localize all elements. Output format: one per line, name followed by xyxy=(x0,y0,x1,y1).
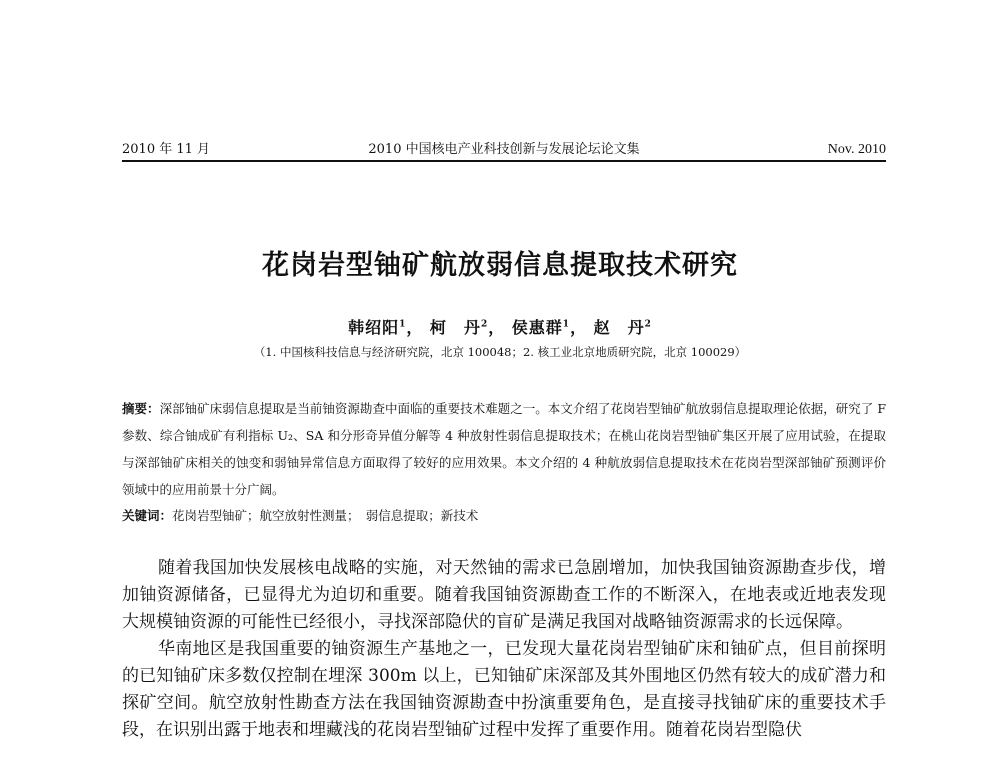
paper-title: 花岗岩型铀矿航放弱信息提取技术研究 xyxy=(262,250,738,281)
keywords-label: 关键词： xyxy=(122,508,173,523)
header-date-english: Nov. 2010 xyxy=(827,142,886,157)
author-affiliation-mark: 1 xyxy=(399,319,407,330)
author-name: 柯 丹 xyxy=(429,318,481,337)
author-name: 韩绍阳 xyxy=(348,318,400,337)
abstract-label: 摘要： xyxy=(122,401,160,416)
body-paragraph: 华南地区是我国重要的铀资源生产基地之一，已发现大量花岗岩型铀矿床和铀矿点，但目前探明的已知铀矿床多数仅控制在埋深 300m 以上，已知铀矿床深部及其外围地区仍然有较大的成矿潜力和探矿空间。航空放射性勘查方法在我国铀资源勘查中扮演重要角色，是直接寻找铀矿床的重要技术手段，在识别出露于地表和埋藏浅的花岗岩型铀矿过程中发挥了重要作用。随着花岗岩型隐伏 xyxy=(122,639,886,740)
author-name: 侯惠群 xyxy=(511,318,563,337)
affiliations: （1. 中国核科技信息与经济研究院，北京 100048；2. 核工业北京地质研究院，北京 100029） xyxy=(253,345,747,359)
header-proceedings-title: 2010 中国核电产业科技创新与发展论坛论文集 xyxy=(368,142,640,157)
abstract xyxy=(122,395,886,503)
author-affiliation-mark: 2 xyxy=(480,319,489,330)
author-list: 韩绍阳$^1$， 柯 丹$^2$， 侯惠群$^1$， 赵 丹$^2$ xyxy=(348,318,652,337)
header-rule xyxy=(122,160,886,162)
keywords xyxy=(122,505,886,527)
body-text xyxy=(122,555,886,744)
author-name: 赵 丹 xyxy=(593,318,645,337)
keywords-text: 花岗岩型铀矿；航空放射性测量； 弱信息提取；新技术 xyxy=(172,508,479,523)
body-paragraph: 随着我国加快发展核电战略的实施，对天然铀的需求已急剧增加，加快我国铀资源勘查步伐，增加铀资源储备，已显得尤为迫切和重要。随着我国铀资源勘查工作的不断深入，在地表或近地表发现大规模铀资源的可能性已经很小，寻找深部隐伏的盲矿是满足我国对战略铀资源需求的长远保障。 xyxy=(122,558,886,632)
author-affiliation-mark: 2 xyxy=(644,319,652,330)
running-header xyxy=(122,139,886,161)
abstract-text: 深部铀矿床弱信息提取是当前铀资源勘查中面临的重要技术难题之一。本文介绍了花岗岩型铀矿航放弱信息提取理论依据，研究了 F 参数、综合铀成矿有利指标 U₂、SA 和分形奇异值分解等 4 种放射性弱信息提取技术；在桃山花岗岩型铀矿集区开展了应用试验，在提取与深部铀矿床相关的蚀变和弱铀异常信息方面取得了较好的应用效果。本文介绍的 4 种航放弱信息提取技术在花岗岩型深部铀矿预测评价领域中的应用前景十分广阔。 xyxy=(122,401,886,497)
header-date: 2010 年 11 月 xyxy=(122,142,211,157)
author-affiliation-mark: 1 xyxy=(562,319,571,330)
